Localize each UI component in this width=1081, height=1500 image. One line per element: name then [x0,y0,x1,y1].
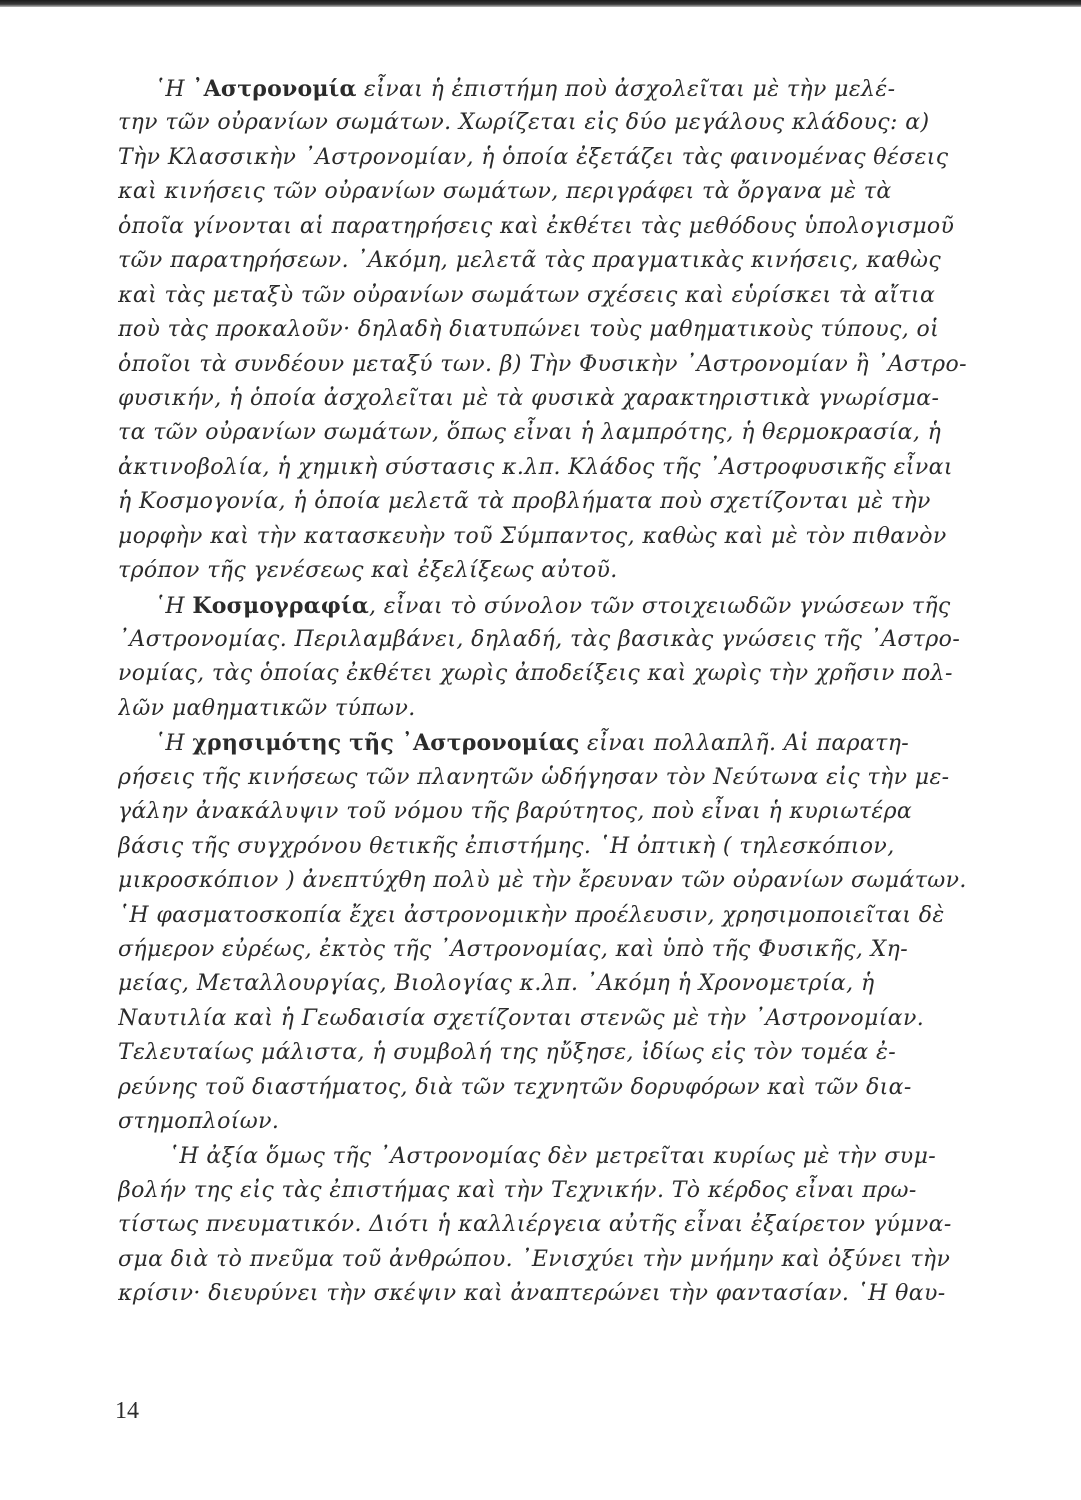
term-astronomia: ᾽Αστρονομία [192,76,357,102]
text-line: Τὴν Κλασσικὴν ᾽Αστρονομίαν, ἡ ὁποία ἐξετάζει τὰς φαινομένας θέσεις [118,144,949,170]
text-line: τίστως πνευματικόν. Διότι ἡ καλλιέργεια αὐτῆς εἶναι ἐξαίρετον γύμνα- [118,1212,952,1238]
text-line: βάσις τῆς συγχρόνου θετικῆς ἐπιστήμης. ῾Η ὀπτικὴ ( τηλεσκόπιον, [118,833,895,859]
text-line: Τελευταίως μάλιστα, ἡ συμβολή της ηὔξησε, ἰδίως εἰς τὸν τομέα ἐ- [118,1040,897,1066]
page-body-text [118,72,968,1312]
text-line: ῾Η Κοσμογραφία, εἶναι τὸ σύνολον τῶν στοιχειωδῶν γνώσεων τῆς [154,592,951,619]
text-line: μικροσκόπιον ) ἀνεπτύχθη πολὺ μὲ τὴν ἔρευναν τῶν οὐρανίων σωμάτων. [118,868,967,894]
text-line: ἡ Κοσμογονία, ἡ ὁποία μελετᾶ τὰ προβλήματα ποὺ σχετίζονται μὲ τὴν [118,489,931,515]
text-line: καὶ κινήσεις τῶν οὐρανίων σωμάτων, περιγράφει τὰ ὄργανα μὲ τὰ [118,179,892,205]
text-line: κρίσιν· διευρύνει τὴν σκέψιν καὶ ἀναπτερώνει τὴν φαντασίαν. ῾Η θαυ- [118,1281,946,1307]
text-line: ῾Η ἀξία ὅμως τῆς ᾽Αστρονομίας δὲν μετρεῖται κυρίως μὲ τὴν συμ- [168,1143,937,1169]
text-line: ἀκτινοβολία, ἡ χημικὴ σύστασις κ.λπ. Κλάδος τῆς ᾽Αστροφυσικῆς εἶναι [118,454,953,480]
text-line: ῾Η χρησιμότης τῆς ᾽Αστρονομίας εἶναι πολλαπλῆ. Αἱ παρατη- [154,730,910,757]
text-line: καὶ τὰς μεταξὺ τῶν οὐρανίων σωμάτων σχέσεις καὶ εὑρίσκει τὰ αἴτια [118,282,936,308]
text-line: φυσικήν, ἡ ὁποία ἀσχολεῖται μὲ τὰ φυσικὰ χαρακτηριστικὰ γνωρίσμα- [118,385,940,411]
text-line: ρήσεις τῆς κινήσεως τῶν πλανητῶν ὡδήγησαν τὸν Νεύτωνα εἰς τὴν με- [118,764,950,790]
text-line: τρόπον τῆς γενέσεως καὶ ἐξελίξεως αὐτοῦ. [118,558,618,584]
text-line: σήμερον εὐρέως, ἐκτὸς τῆς ᾽Αστρονομίας, καὶ ὑπὸ τῆς Φυσικῆς, Χη- [118,936,909,962]
term-chrisimotis: χρησιμότης τῆς ᾽Αστρονομίας [192,730,580,757]
text-line: λῶν μαθηματικῶν τύπων. [118,695,416,721]
text-line: γάλην ἀνακάλυψιν τοῦ νόμου τῆς βαρύτητος, ποὺ εἶναι ἡ κυριωτέρα [118,799,913,825]
scan-top-edge [0,0,1081,7]
text-line: ρεύνης τοῦ διαστήματος, διὰ τῶν τεχνητῶν δορυφόρων καὶ τῶν δια- [118,1074,912,1100]
term-kosmografia: Κοσμογραφία [192,592,369,619]
text-line: τα τῶν οὐρανίων σωμάτων, ὅπως εἶναι ἡ λαμπρότης, ἡ θερμοκρασία, ἡ [118,420,942,446]
text-line: μορφὴν καὶ τὴν κατασκευὴν τοῦ Σύμπαντος, καθὼς καὶ μὲ τὸν πιθανὸν [118,523,947,549]
text-line: σμα διὰ τὸ πνεῦμα τοῦ ἀνθρώπου. ᾽Ενισχύει τὴν μνήμην καὶ ὀξύνει τὴν [118,1246,951,1272]
text-line: Ναυτιλία καὶ ἡ Γεωδαισία σχετίζονται στενῶς μὲ τὴν ᾽Αστρονομίαν. [118,1005,925,1031]
page-number: 14 [115,1398,139,1424]
text-line: ὁποῖα γίνονται αἱ παρατηρήσεις καὶ ἐκθέτει τὰς μεθόδους ὑπολογισμοῦ [118,213,955,239]
text-line: ὁποῖοι τὰ συνδέουν μεταξύ των. β) Τὴν Φυσικὴν ᾽Αστρονομίαν ἢ ᾽Αστρο- [118,351,967,377]
text-line: βολήν της εἰς τὰς ἐπιστήμας καὶ τὴν Τεχνικήν. Τὸ κέρδος εἶναι πρω- [118,1178,917,1203]
text-line: τῶν παρατηρήσεων. ᾽Ακόμη, μελετᾶ τὰς πραγματικὰς κινήσεις, καθὼς [118,248,942,274]
text-line: ποὺ τὰς προκαλοῦν· δηλαδὴ διατυπώνει τοὺς μαθηματικοὺς τύπους, οἱ [118,317,940,343]
text-line: νομίας, τὰς ὁποίας ἐκθέτει χωρὶς ἀποδείξεις καὶ χωρὶς τὴν χρῆσιν πολ- [118,661,953,687]
text-line: στημοπλοίων. [118,1109,280,1135]
text-line: ῾Η ᾽Αστρονομία εἶναι ἡ ἐπιστήμη ποὺ ἀσχολεῖται μὲ τὴν μελέ- [154,76,896,102]
text-line: την τῶν οὐρανίων σωμάτων. Χωρίζεται εἰς δύο μεγάλους κλάδους: α) [118,110,930,136]
text-line: ᾽Αστρονομίας. Περιλαμβάνει, δηλαδή, τὰς βασικὰς γνώσεις τῆς ᾽Αστρο- [118,627,961,652]
text-line: μείας, Μεταλλουργίας, Βιολογίας κ.λπ. ᾽Ακόμη ἡ Χρονομετρία, ἡ [118,971,875,997]
text-line: ῾Η φασματοσκοπία ἔχει ἀστρονομικὴν προέλευσιν, χρησιμοποιεῖται δὲ [118,902,945,928]
